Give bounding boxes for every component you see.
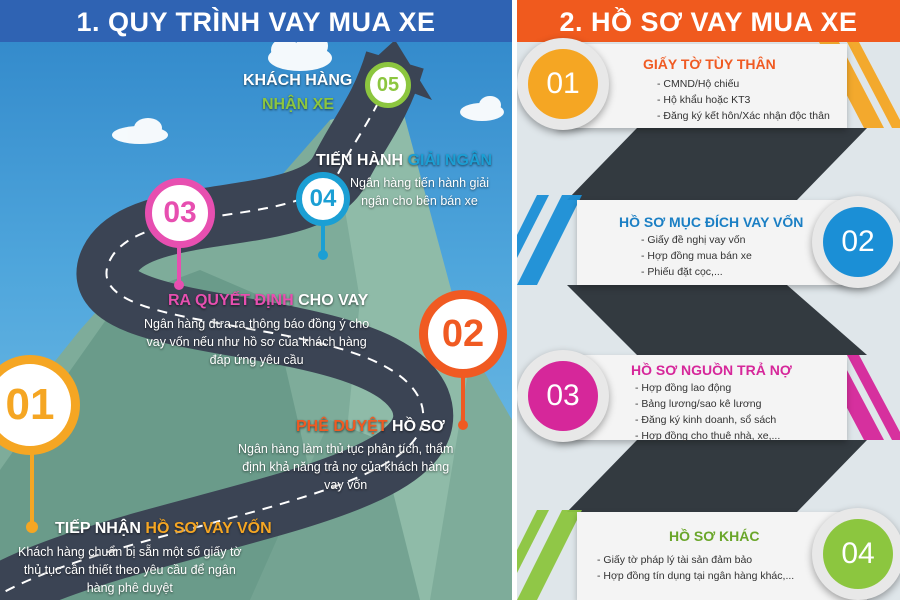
document-01-badge: 01 [517, 38, 609, 130]
document-01-title: GIẤY TỜ TÙY THÂN [643, 56, 776, 72]
step-02-description: Ngân hàng làm thủ tục phân tích, thẩm định khả năng trả nợ của khách hàng vay vốn [238, 442, 454, 492]
document-02-title: HỒ SƠ MỤC ĐÍCH VAY VỐN [619, 214, 804, 230]
step-02-badge: 02 [419, 290, 507, 378]
step-01-description: Khách hàng chuẩn bị sẵn một số giấy tờ thủ tục cần thiết theo yêu cầu để ngân hàng phê duyệt [18, 545, 242, 595]
document-02-badge: 02 [812, 196, 900, 288]
step-03-title: RA QUYẾT ĐỊNH CHO VAY [168, 292, 369, 309]
document-03-badge: 03 [517, 350, 609, 442]
step-05-title-line1: KHÁCH HÀNG [243, 72, 353, 89]
step-01-badge: 01 [0, 355, 80, 455]
step-03-description: Ngân hàng đưa ra thông báo đồng ý cho vay vốn nếu như hồ sơ của khách hàng đáp ứng yêu cầu [144, 317, 370, 367]
documents-title: 2. HỒ SƠ VAY MUA XE [517, 0, 900, 42]
step-02-title: PHÊ DUYỆT HỒ SƠ [296, 418, 445, 435]
process-title: 1. QUY TRÌNH VAY MUA XE [0, 0, 512, 42]
step-01-title: TIẾP NHẬN HỒ SƠ VAY VỐN [55, 520, 272, 537]
document-04-badge: 04 [812, 508, 900, 600]
document-04-title: HỒ SƠ KHÁC [669, 528, 760, 544]
step-04-badge: 04 [296, 172, 350, 226]
document-02-list: - Giấy đề nghị vay vốn - Hợp đồng mua bán xe - Phiếu đặt cọc,... [641, 232, 752, 280]
document-03-title: HỒ SƠ NGUỒN TRẢ NỢ [631, 362, 792, 378]
document-01-list: - CMND/Hộ chiếu - Hộ khẩu hoặc KT3 - Đăng ký kết hôn/Xác nhận độc thân [657, 76, 830, 124]
document-03-list: - Hợp đồng lao động - Bảng lương/sao kê lương - Đăng ký kinh doanh, sổ sách - Hợp đồng cho thuê nhà, xe,... [635, 380, 780, 444]
step-04-title: TIẾN HÀNH GIẢI NGÂN [316, 152, 493, 169]
documents-panel [517, 0, 900, 600]
step-05-badge: 05 [365, 62, 411, 108]
step-03-badge: 03 [145, 178, 215, 248]
step-04-description: Ngân hàng tiến hành giải ngân cho bên bán xe [350, 176, 490, 208]
document-04-list: - Giấy tờ pháp lý tài sản đảm bảo - Hợp đồng tín dụng tại ngân hàng khác,... [597, 552, 794, 584]
step-05-title-line2: NHẬN XE [262, 96, 335, 113]
